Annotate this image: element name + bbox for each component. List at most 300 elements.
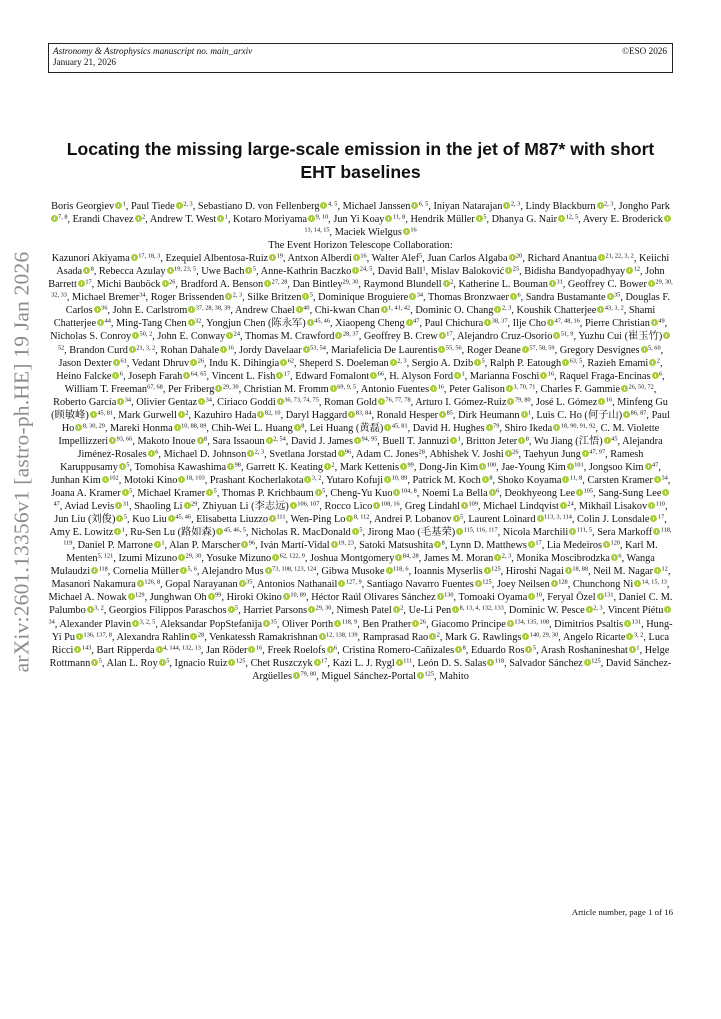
author-name: Angelo Ricarte [562, 631, 626, 643]
author-entry [244, 384, 356, 395]
orcid-icon[interactable] [506, 385, 513, 392]
orcid-icon[interactable] [437, 593, 444, 600]
orcid-icon[interactable] [582, 450, 589, 457]
orcid-icon[interactable] [641, 346, 648, 353]
orcid-icon[interactable] [352, 267, 359, 274]
orcid-icon[interactable] [188, 319, 195, 326]
paper-title: Locating the missing large-scale emission in the jet of M87* with short EHT baselines [66, 139, 655, 182]
orcid-icon[interactable] [386, 567, 393, 574]
author-name: Makoto Inoue [137, 435, 196, 447]
orcid-icon[interactable] [489, 489, 496, 496]
orcid-icon[interactable] [453, 515, 460, 522]
orcid-icon[interactable] [651, 319, 658, 326]
orcid-icon[interactable] [486, 424, 493, 431]
orcid-icon[interactable] [277, 398, 284, 405]
orcid-icon[interactable] [75, 424, 82, 431]
orcid-icon[interactable] [494, 306, 501, 313]
affiliation-numbers: 8, 13, 4, 132, 133 [459, 605, 504, 613]
author-entry [471, 645, 536, 656]
orcid-icon[interactable] [412, 620, 419, 627]
orcid-icon[interactable] [183, 372, 190, 379]
affiliation-numbers: 73, 108, 123, 124 [272, 565, 317, 573]
orcid-icon[interactable] [456, 528, 463, 535]
orcid-icon[interactable] [395, 554, 402, 561]
author-entry [251, 658, 328, 669]
orcid-icon[interactable] [115, 202, 122, 209]
affiliation-numbers: 26 [512, 448, 519, 456]
author-entry [99, 266, 196, 277]
orcid-icon[interactable] [494, 554, 501, 561]
orcid-icon[interactable] [280, 359, 287, 366]
orcid-icon[interactable] [257, 411, 264, 418]
orcid-icon[interactable] [132, 620, 139, 627]
orcid-icon[interactable] [109, 437, 116, 444]
orcid-icon[interactable] [239, 580, 246, 587]
orcid-icon[interactable] [190, 633, 197, 640]
orcid-icon[interactable] [91, 567, 98, 574]
orcid-icon[interactable] [156, 646, 163, 653]
orcid-icon[interactable] [624, 620, 631, 627]
affiliation-numbers: 126, 8 [144, 578, 161, 586]
orcid-icon[interactable] [576, 489, 583, 496]
orcid-icon[interactable] [247, 450, 254, 457]
orcid-icon[interactable] [455, 646, 462, 653]
orcid-icon[interactable] [528, 541, 535, 548]
author-name: David Sánchez-Argüelles [252, 657, 672, 682]
author-name: Michael Lindqvist [483, 501, 559, 513]
orcid-icon[interactable] [324, 463, 331, 470]
author-name: Ming-Tang Chen [116, 318, 187, 330]
orcid-icon[interactable] [584, 659, 591, 666]
orcid-icon[interactable] [475, 580, 482, 587]
author-name: Walter Alef [371, 253, 420, 265]
orcid-icon[interactable] [400, 463, 407, 470]
orcid-icon[interactable] [116, 515, 123, 522]
orcid-icon[interactable] [484, 567, 491, 574]
orcid-icon[interactable] [621, 385, 628, 392]
author-name: Alexander Plavin [59, 618, 132, 630]
author-entry [490, 358, 582, 369]
author-entry [450, 540, 542, 551]
orcid-icon[interactable] [450, 437, 457, 444]
orcid-icon[interactable] [623, 411, 630, 418]
author-name: Feryal Özel [547, 592, 596, 604]
orcid-icon[interactable] [122, 489, 129, 496]
author-name: Aviad Levis [64, 501, 115, 513]
orcid-icon[interactable] [216, 528, 223, 535]
author-name: C. M. Violette Impellizzeri [58, 422, 660, 447]
orcid-icon[interactable] [117, 398, 124, 405]
orcid-icon[interactable] [296, 306, 303, 313]
orcid-icon[interactable] [168, 515, 175, 522]
orcid-icon[interactable] [97, 319, 104, 326]
orcid-icon[interactable] [348, 411, 355, 418]
author-name: Harriet Parsons [243, 605, 308, 617]
affiliation-numbers: 14, 15, 13 [641, 578, 667, 586]
orcid-icon[interactable] [560, 502, 567, 509]
orcid-icon[interactable] [176, 202, 183, 209]
orcid-icon[interactable] [645, 463, 652, 470]
orcid-icon[interactable] [381, 306, 388, 313]
orcid-icon[interactable] [373, 502, 380, 509]
orcid-icon[interactable] [626, 633, 633, 640]
orcid-icon[interactable] [384, 476, 391, 483]
author-entry [51, 475, 119, 486]
orcid-icon[interactable] [505, 450, 512, 457]
orcid-icon[interactable] [225, 293, 232, 300]
orcid-icon[interactable] [338, 580, 345, 587]
affiliation-numbers: 129 [135, 592, 145, 600]
orcid-icon[interactable] [474, 359, 481, 366]
orcid-icon[interactable] [91, 659, 98, 666]
affiliation-numbers: 4, 5 [327, 200, 338, 208]
orcid-icon[interactable] [565, 567, 572, 574]
orcid-icon[interactable] [452, 606, 459, 613]
orcid-icon[interactable] [174, 424, 181, 431]
orcid-icon[interactable] [319, 633, 326, 640]
orcid-icon[interactable] [335, 332, 342, 339]
affiliation-numbers: 1 [224, 213, 228, 221]
orcid-icon[interactable] [393, 489, 400, 496]
orcid-icon[interactable] [438, 346, 445, 353]
orcid-icon[interactable] [409, 293, 416, 300]
orcid-icon[interactable] [198, 398, 205, 405]
orcid-icon[interactable] [290, 502, 297, 509]
affiliation-numbers: 5 [460, 513, 464, 521]
affiliation-numbers: 1 [528, 409, 532, 417]
orcid-icon[interactable] [162, 280, 169, 287]
author-entry [246, 462, 335, 473]
orcid-icon[interactable] [650, 515, 657, 522]
orcid-icon[interactable] [354, 437, 361, 444]
affiliation-numbers: 16 [227, 344, 234, 352]
orcid-icon[interactable] [74, 646, 81, 653]
orcid-icon[interactable] [353, 254, 360, 261]
orcid-icon[interactable] [167, 267, 174, 274]
orcid-icon[interactable] [320, 202, 327, 209]
author-name: Cornelia Müller [112, 566, 179, 578]
orcid-icon[interactable] [648, 280, 655, 287]
orcid-icon[interactable] [384, 424, 391, 431]
author-name: Mikhail Lisakov [578, 501, 648, 513]
orcid-icon[interactable] [567, 463, 574, 470]
author-name: Colin J. Lonsdale [577, 514, 650, 526]
orcid-icon[interactable] [338, 450, 345, 457]
author-name: Tomoaki Oyama [458, 592, 528, 604]
orcid-icon[interactable] [128, 593, 135, 600]
orcid-icon[interactable] [315, 489, 322, 496]
orcid-icon[interactable] [654, 567, 661, 574]
affiliation-numbers: 20 [516, 252, 523, 260]
orcid-icon[interactable] [393, 606, 400, 613]
orcid-icon[interactable] [521, 411, 528, 418]
affiliation-numbers: 6 [517, 291, 521, 299]
affiliation-numbers: 118 [98, 565, 108, 573]
author-name: Boris Georgiev [51, 201, 115, 212]
author-entry [165, 579, 252, 590]
orcid-icon[interactable] [330, 385, 337, 392]
orcid-icon[interactable] [327, 646, 334, 653]
orcid-icon[interactable] [406, 319, 413, 326]
orcid-icon[interactable] [87, 606, 94, 613]
orcid-icon[interactable] [648, 502, 655, 509]
orcid-icon[interactable] [304, 476, 311, 483]
orcid-icon[interactable] [184, 502, 191, 509]
orcid-icon[interactable] [131, 254, 138, 261]
orcid-icon[interactable] [510, 293, 517, 300]
affiliation-numbers: 16 [605, 396, 613, 404]
orcid-icon[interactable] [241, 541, 248, 548]
orcid-icon[interactable] [208, 593, 215, 600]
affiliation-numbers: 8 [462, 644, 466, 652]
author-name: Gregory Desvignes [559, 344, 640, 356]
orcid-icon[interactable] [346, 515, 353, 522]
orcid-icon[interactable] [597, 202, 604, 209]
orcid-icon[interactable] [586, 606, 593, 613]
orcid-icon[interactable] [479, 463, 486, 470]
orcid-icon[interactable] [522, 633, 529, 640]
author-name: John Barrett [48, 266, 665, 291]
orcid-icon[interactable] [654, 476, 661, 483]
orcid-icon[interactable] [551, 580, 558, 587]
orcid-icon[interactable] [307, 319, 314, 326]
orcid-icon[interactable] [553, 424, 560, 431]
orcid-icon[interactable] [396, 659, 403, 666]
author-entry [405, 501, 478, 512]
author-name: Sebastiano D. von Fellenberg [197, 201, 320, 212]
orcid-icon[interactable] [553, 332, 560, 339]
orcid-icon[interactable] [227, 463, 234, 470]
orcid-icon[interactable] [547, 319, 554, 326]
orcid-icon[interactable] [94, 306, 101, 313]
orcid-icon[interactable] [135, 215, 142, 222]
orcid-icon[interactable] [245, 267, 252, 274]
orcid-icon[interactable] [603, 541, 610, 548]
orcid-icon[interactable] [119, 463, 126, 470]
orcid-icon[interactable] [188, 306, 195, 313]
orcid-icon[interactable] [597, 306, 604, 313]
orcid-icon[interactable] [525, 646, 532, 653]
orcid-icon[interactable] [197, 437, 204, 444]
author-entry [251, 527, 362, 538]
orcid-icon[interactable] [226, 332, 233, 339]
orcid-icon[interactable] [51, 215, 58, 222]
orcid-icon[interactable] [598, 254, 605, 261]
orcid-icon[interactable] [597, 593, 604, 600]
author-name: Chi-kwan Chan [314, 305, 380, 317]
author-name: Jongsoo Kim [588, 461, 644, 473]
orcid-icon[interactable] [461, 502, 468, 509]
orcid-icon[interactable] [112, 372, 119, 379]
orcid-icon[interactable] [626, 267, 633, 274]
orcid-icon[interactable] [102, 476, 109, 483]
author-entry [445, 632, 558, 643]
orcid-icon[interactable] [228, 606, 235, 613]
orcid-icon[interactable] [378, 398, 385, 405]
orcid-icon[interactable] [115, 502, 122, 509]
affiliation-numbers: 37, 28, 38, 39 [195, 304, 231, 312]
orcid-icon[interactable] [664, 215, 671, 222]
orcid-icon[interactable] [664, 606, 671, 613]
orcid-icon[interactable] [482, 476, 489, 483]
orcid-icon[interactable] [429, 633, 436, 640]
orcid-icon[interactable] [540, 372, 547, 379]
orcid-icon[interactable] [264, 280, 271, 287]
author-entry [58, 358, 126, 369]
orcid-icon[interactable] [505, 267, 512, 274]
orcid-icon[interactable] [663, 332, 670, 339]
orcid-icon[interactable] [439, 332, 446, 339]
affiliation-numbers: 24, 5 [359, 265, 373, 273]
author-entry [52, 253, 161, 264]
affiliation-numbers: 53, 54 [310, 344, 326, 352]
orcid-icon[interactable] [314, 659, 321, 666]
orcid-icon[interactable] [293, 672, 300, 679]
author-name: Paul Chichura [424, 318, 484, 330]
orcid-icon[interactable] [137, 580, 144, 587]
orcid-icon[interactable] [487, 659, 494, 666]
orcid-icon[interactable] [518, 437, 525, 444]
affiliation-numbers: 9, 10 [315, 213, 329, 221]
orcid-icon[interactable] [159, 659, 166, 666]
orcid-icon[interactable] [148, 450, 155, 457]
orcid-icon[interactable] [604, 437, 611, 444]
orcid-icon[interactable] [334, 620, 341, 627]
orcid-icon[interactable] [417, 672, 424, 679]
orcid-icon[interactable] [154, 541, 161, 548]
orcid-icon[interactable] [484, 319, 491, 326]
orcid-icon[interactable] [78, 280, 85, 287]
orcid-icon[interactable] [443, 280, 450, 287]
orcid-icon[interactable] [272, 554, 279, 561]
affiliation-numbers: 32 [195, 318, 202, 326]
orcid-icon[interactable] [190, 359, 197, 366]
orcid-icon[interactable] [302, 293, 309, 300]
affiliation-numbers: 18, 103 [185, 474, 205, 482]
orcid-icon[interactable] [178, 554, 185, 561]
author-name: Kotaro Moriyama [233, 214, 308, 226]
orcid-icon[interactable] [228, 659, 235, 666]
author-entry [368, 527, 498, 538]
orcid-icon[interactable] [569, 528, 576, 535]
orcid-icon[interactable] [248, 646, 255, 653]
orcid-icon[interactable] [215, 385, 222, 392]
orcid-icon[interactable] [562, 359, 569, 366]
author-name: Pierre Christian [584, 318, 650, 330]
orcid-icon[interactable] [537, 515, 544, 522]
author-entry [260, 540, 354, 551]
orcid-icon[interactable] [629, 646, 636, 653]
affiliation-numbers: 2, 3 [604, 200, 614, 208]
orcid-icon[interactable] [132, 332, 139, 339]
author-entry [466, 436, 529, 447]
orcid-icon[interactable] [113, 359, 120, 366]
affiliation-numbers: 5, 60 [648, 344, 661, 352]
orcid-icon[interactable] [76, 633, 83, 640]
author-name: Rocco Lico [324, 501, 373, 513]
author-entry [504, 488, 593, 499]
orcid-icon[interactable] [217, 215, 224, 222]
author-name: James M. Moran [423, 553, 494, 565]
orcid-icon[interactable] [522, 346, 529, 353]
author-name: Kuo Liu [132, 514, 167, 526]
affiliation-numbers: 5 [98, 657, 102, 665]
author-entry [359, 540, 445, 551]
orcid-icon[interactable] [509, 254, 516, 261]
orcid-icon[interactable] [411, 202, 418, 209]
orcid-icon[interactable] [308, 215, 315, 222]
orcid-icon[interactable] [507, 398, 514, 405]
orcid-icon[interactable] [178, 476, 185, 483]
orcid-icon[interactable] [611, 554, 618, 561]
author-name: Lindy Blackburn [525, 201, 596, 212]
orcid-icon[interactable] [503, 202, 510, 209]
orcid-icon[interactable] [303, 346, 310, 353]
orcid-icon[interactable] [454, 372, 461, 379]
orcid-icon[interactable] [439, 411, 446, 418]
author-name: Michael D. Johnson [163, 448, 247, 460]
orcid-icon[interactable] [90, 411, 97, 418]
orcid-icon[interactable] [607, 293, 614, 300]
orcid-icon[interactable] [180, 567, 187, 574]
orcid-icon[interactable] [653, 528, 660, 535]
author-name: Joana A. Kramer [51, 488, 121, 500]
orcid-icon[interactable] [507, 620, 514, 627]
orcid-icon[interactable] [662, 489, 669, 496]
orcid-icon[interactable] [403, 228, 410, 235]
author-name: Olivier Gentaz [136, 396, 198, 408]
orcid-icon[interactable] [385, 215, 392, 222]
orcid-icon[interactable] [206, 489, 213, 496]
orcid-icon[interactable] [269, 515, 276, 522]
orcid-icon[interactable] [265, 567, 272, 574]
orcid-icon[interactable] [269, 254, 276, 261]
orcid-icon[interactable] [562, 476, 569, 483]
affiliation-numbers: 17 [85, 278, 92, 286]
orcid-icon[interactable] [652, 372, 659, 379]
orcid-icon[interactable] [598, 398, 605, 405]
orcid-icon[interactable] [331, 541, 338, 548]
orcid-icon[interactable] [308, 606, 315, 613]
orcid-icon[interactable] [476, 215, 483, 222]
orcid-icon[interactable] [390, 359, 397, 366]
orcid-icon[interactable] [558, 215, 565, 222]
orcid-icon[interactable] [276, 372, 283, 379]
orcid-icon[interactable] [83, 267, 90, 274]
author-name: Uwe Bach [201, 266, 245, 278]
orcid-icon[interactable] [649, 359, 656, 366]
orcid-icon[interactable] [634, 580, 641, 587]
orcid-icon[interactable] [129, 346, 136, 353]
orcid-icon[interactable] [283, 593, 290, 600]
orcid-icon[interactable] [370, 372, 377, 379]
author-entry [342, 645, 465, 656]
orcid-icon[interactable] [178, 411, 185, 418]
orcid-icon[interactable] [352, 528, 359, 535]
orcid-icon[interactable] [114, 528, 121, 535]
author-name: Yuzhu Cui (崔玉竹) [578, 331, 663, 343]
orcid-icon[interactable] [434, 541, 441, 548]
author-entry [325, 501, 400, 512]
orcid-icon[interactable] [220, 346, 227, 353]
author-entry [311, 592, 453, 603]
orcid-icon[interactable] [266, 437, 273, 444]
orcid-icon[interactable] [430, 385, 437, 392]
orcid-icon[interactable] [294, 424, 301, 431]
orcid-icon[interactable] [549, 280, 556, 287]
orcid-icon[interactable] [528, 593, 535, 600]
orcid-icon[interactable] [263, 620, 270, 627]
